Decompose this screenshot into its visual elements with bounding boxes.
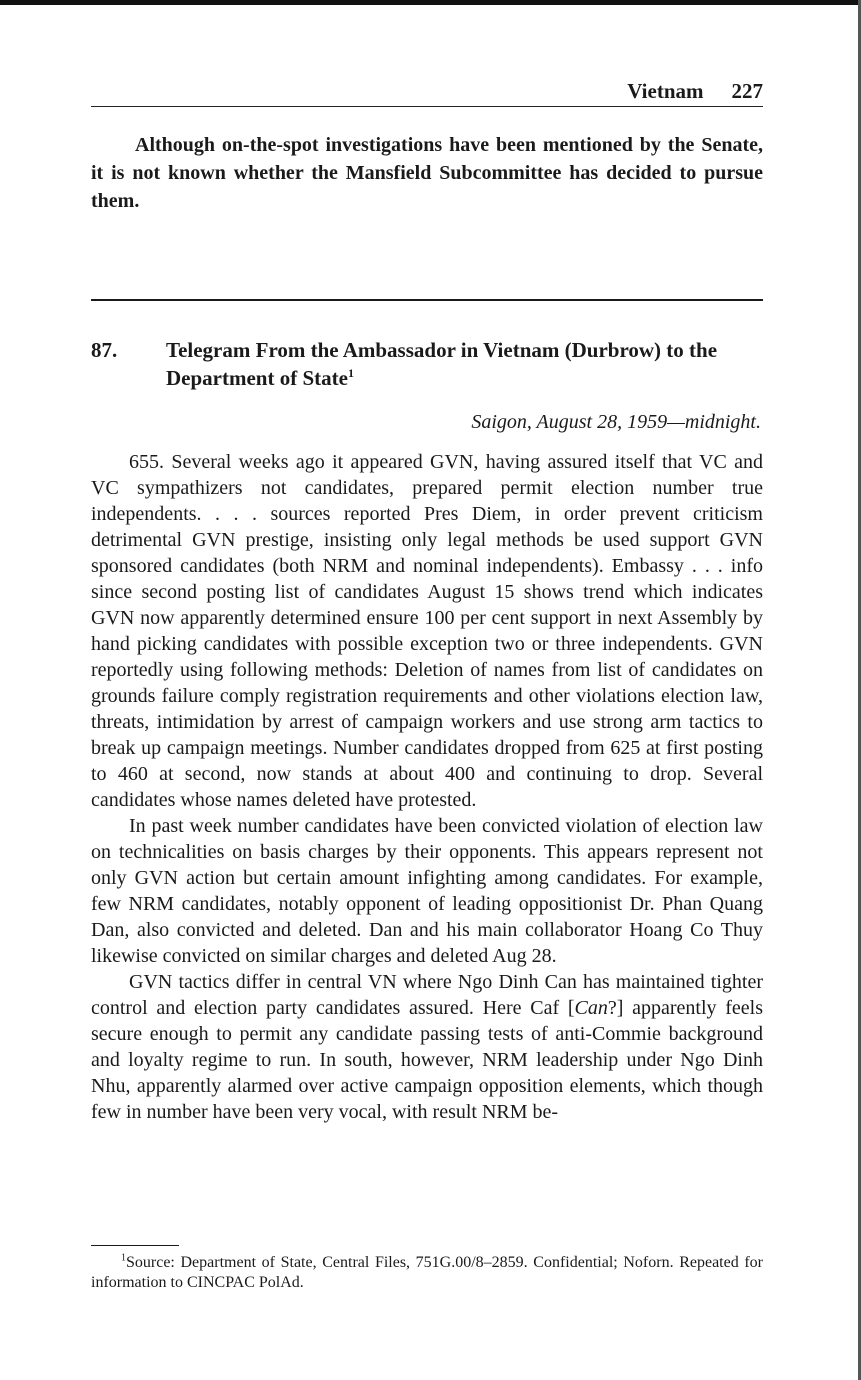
- footnote-reference[interactable]: 1: [347, 366, 354, 380]
- footnote-rule: [91, 1245, 179, 1246]
- footnote-marker: 1: [121, 1252, 126, 1264]
- running-head: [91, 76, 763, 107]
- body-paragraph: 655. Several weeks ago it appeared GVN, having assured itself that VC and VC sympathizers not candidates, prepared permit election number true independents. . . . sources reported Pres Diem, in order prevent criticism detrimental GVN prestige, insisting only legal methods be used support GVN sponsored candidates (both NRM and nominal independents). Embassy . . . info since second posting list of candidates August 15 shows trend which indicates GVN now apparently determined ensure 100 per cent support in next Assembly by hand picking candidates with possible exception two or three independents. GVN reportedly using following methods: Deletion of names from list of candidates on grounds failure comply registration requirements and other violations election law, threats, intimidation by arrest of campaign workers and use strong arm tactics to break up campaign meetings. Number candidates dropped from 625 at first posting to 460 at second, now stands at about 400 and continuing to drop. Several candidates whose names deleted have protested.: [91, 451, 763, 811]
- document-title-text: Telegram From the Ambassador in Vietnam (Durbrow) to the Department of State: [166, 338, 718, 390]
- telegram-body: [91, 449, 763, 1125]
- document-number: 87.: [91, 338, 118, 362]
- footnote-text: Source: Department of State, Central Files, 751G.00/8–2859. Confidential; Noforn. Repeated for information to CINCPAC PolAd.: [91, 1254, 763, 1291]
- page-top-edge: [0, 0, 861, 5]
- page-number: 227: [731, 79, 763, 103]
- editorial-insertion: Can: [574, 997, 608, 1019]
- running-head-title: Vietnam: [627, 79, 704, 103]
- document-title: [166, 336, 756, 392]
- body-paragraph: In past week number candidates have been convicted violation of election law on technicalities on basis charges by their opponents. This appears represent not only GVN action but certain amount infighting among candidates. For example, few NRM candidates, notably opponent of leading oppositionist Dr. Phan Quang Dan, also convicted and deleted. Dan and his main collaborator Hoang Co Thuy likewise convicted on similar charges and deleted Aug 28.: [91, 815, 763, 967]
- dateline: Saigon, August 28, 1959—midnight.: [471, 411, 761, 433]
- body-paragraph: [91, 969, 763, 1125]
- paragraph-text: GVN tactics differ in central VN where Ngo Dinh Can has maintained tighter control and election party candidates assured. Here Caf [: [91, 971, 763, 1019]
- paragraph-text: ?] apparently feels secure enough to permit any candidate passing tests of anti-Commie background and loyalty regime to run. In south, however, NRM leadership under Ngo Dinh Nhu, apparently alarmed over active campaign opposition elements, which though few in number have been very vocal, with result NRM be-: [91, 997, 764, 1123]
- footnote: [91, 1253, 763, 1293]
- document-divider: [91, 299, 763, 301]
- previous-document-paragraph: Although on-the-spot investigations have been mentioned by the Senate, it is not known whether the Mansfield Subcommittee has decided to pursue them.: [91, 134, 763, 212]
